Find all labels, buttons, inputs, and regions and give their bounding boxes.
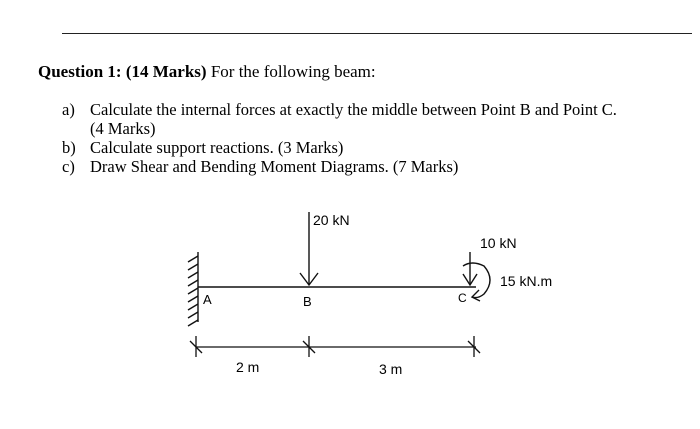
item-label: a) (62, 100, 75, 119)
dimension-line (190, 336, 480, 357)
moment-c-arrow (463, 263, 490, 301)
question-title: Question 1: (14 Marks) (38, 62, 207, 81)
moment-c-label: 15 kN.m (500, 273, 553, 289)
dimension-ab-label: 2 m (236, 359, 260, 375)
point-c-label: C (458, 291, 467, 305)
point-b-label: B (303, 294, 312, 309)
load-c-label: 10 kN (480, 235, 517, 251)
item-text: Calculate support reactions. (3 Marks) (90, 138, 344, 157)
dimension-bc-label: 3 m (379, 361, 403, 377)
point-load-c-arrow (463, 252, 477, 285)
item-label: b) (62, 138, 76, 157)
load-b-label: 20 kN (313, 212, 350, 228)
fixed-support (188, 252, 198, 326)
item-label: c) (62, 157, 75, 176)
item-text: Draw Shear and Bending Moment Diagrams. (7 Marks) (90, 157, 459, 176)
point-a-label: A (203, 292, 212, 307)
question-intro: For the following beam: (210, 62, 376, 81)
item-text: Calculate the internal forces at exactly the middle between Point B and Point C. (90, 100, 617, 119)
item-a-continuation: (4 Marks) (90, 119, 156, 138)
